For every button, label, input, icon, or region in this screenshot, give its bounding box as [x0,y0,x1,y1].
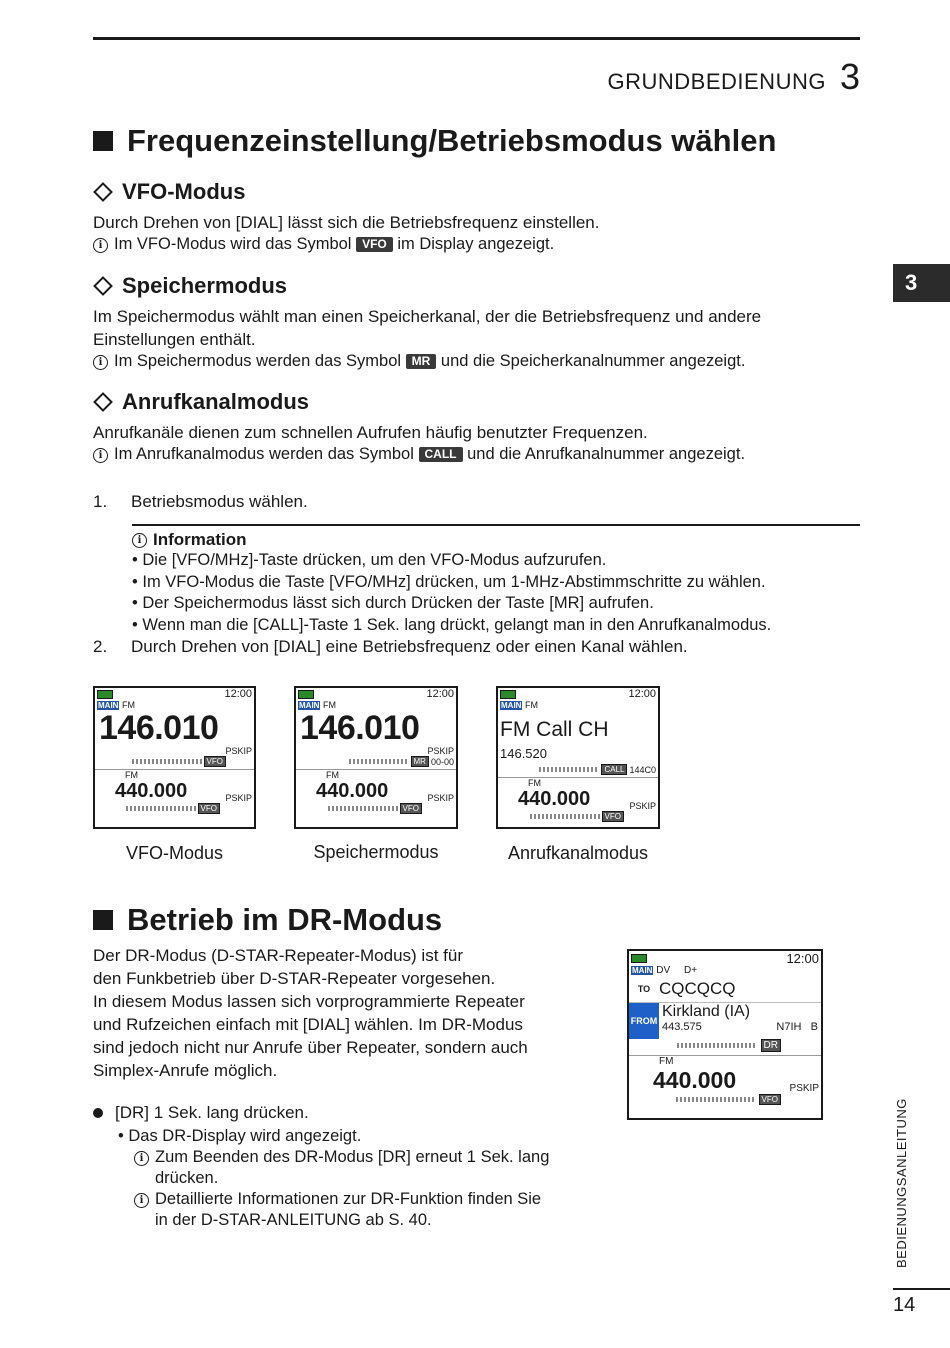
step-1-number: 1. [93,492,108,511]
section2-heading [93,902,442,938]
info-item: • Im VFO-Modus die Taste [VFO/MHz] drücken, um 1-MHz-Abstimmschritte zu wählen. [132,572,766,591]
lcd-dr-screen [627,949,823,1120]
main-badge: MAIN [632,966,653,975]
lcd-time: 12:00 [224,688,252,700]
section2-line: sind jedoch nicht nur Anrufe über Repeater, sondern auch [93,1038,528,1057]
section2-line: den Funkbetrieb über D-STAR-Repeater vorgesehen. [93,969,496,988]
dr-sub-block [118,1126,608,1231]
dr-bullet [93,1102,309,1124]
lcd-sub-pskip: PSKIP [789,1083,819,1094]
dr-note-2-line-1: Detaillierte Informationen zur DR-Funktion finden Sie [155,1190,542,1208]
lcd-to-callsign: CQCQCQ [659,979,736,998]
page-number: 14 [893,1294,916,1316]
lcd-time: 12:00 [786,950,819,966]
memory-text-2: Einstellungen enthält. [93,330,256,349]
page-rule [893,1288,950,1290]
s-meter [539,767,599,772]
to-label: TO [637,984,651,994]
info-icon: i [134,1193,149,1208]
lcd-from-row [629,1003,821,1039]
lcd-sub-pskip: PSKIP [629,801,656,811]
call-heading [93,389,863,415]
info-icon: i [132,533,147,548]
battery-icon [298,690,314,699]
lcd-time: 12:00 [628,688,656,700]
info-icon: i [93,448,108,463]
section1-title-wrap [93,123,776,159]
lcd-sub-pskip: PSKIP [427,793,454,803]
caption-memory: Speichermodus [313,842,439,862]
battery-icon [97,690,113,699]
s-meter [349,759,409,764]
lcd-sub-frequency: 440.000 [115,780,188,802]
sidebar-manual-label: BEDIENUNGSANLEITUNG [894,1098,909,1268]
section2-line: Simplex-Anrufe möglich. [93,1061,278,1080]
lcd-sub-vfo-badge: VFO [602,811,624,822]
lcd-vfo-badge: VFO [204,756,226,767]
memory-block [93,273,863,372]
lcd-status-bar [95,688,254,700]
s-meter [328,806,398,811]
lcd-meter-row [296,756,456,767]
memory-note-post: und die Speicherkanalnummer angezeigt. [440,352,746,370]
call-text: Anrufkanäle dienen zum schnellen Aufrufen häufig benutzter Frequenzen. [93,423,648,442]
lcd-sub-meter-row [95,803,254,814]
lcd-sub-frequency: 440.000 [653,1067,737,1093]
lcd-memory-screen [294,686,458,829]
vfo-note-post: im Display angezeigt. [397,235,555,253]
square-bullet-icon [93,131,113,151]
info-box [132,524,860,636]
lcd-from-info [659,1003,821,1039]
lcd-call-badge: CALL [601,764,627,775]
lcd-sub-frequency: 440.000 [518,788,591,810]
lcd-sub-mode: FM [95,769,254,780]
vfo-badge: VFO [356,237,393,252]
info-box-title: Information [153,530,247,549]
memory-heading [93,273,863,299]
lcd-frequency: 146.010 [300,709,420,747]
lcd-frequency: 146.010 [99,709,219,747]
lcd-pskip: PSKIP [225,746,252,756]
s-meter [677,1043,757,1048]
lcd-sub-vfo-badge: VFO [198,803,220,814]
chapter-tab: 3 [893,264,950,302]
lcd-mode-row [629,965,821,976]
call-note-pre: Im Anrufkanalmodus werden das Symbol [114,445,414,463]
lcd-sub-pskip: PSKIP [225,793,252,803]
diamond-icon [93,182,113,202]
vfo-text: Durch Drehen von [DIAL] lässt sich die Betriebsfrequenz einstellen. [93,213,600,232]
step-2 [93,637,688,657]
call-note [93,444,863,465]
lcd-sub-frequency: 440.000 [316,780,389,802]
section1-heading [93,123,776,159]
s-meter [126,806,196,811]
lcd-from-detail [662,1021,821,1033]
section2-line: In diesem Modus lassen sich vorprogrammierte Repeater [93,992,525,1011]
dr-note-1-line-2: drücken. [155,1169,219,1187]
diamond-icon [93,276,113,296]
step-2-text: Durch Drehen von [DIAL] eine Betriebsfrequenz oder einen Kanal wählen. [131,637,688,656]
top-rule [93,37,860,40]
bullet-dot-icon [93,1108,103,1118]
s-meter [530,814,600,819]
lcd-sub-row [498,788,658,811]
call-note-post: und die Anrufkanalnummer angezeigt. [467,445,746,463]
s-meter [676,1097,756,1102]
s-meter [132,759,202,764]
section2-line: und Rufzeichen einfach mit [DIAL] wählen. Im DR-Modus [93,1015,523,1034]
square-bullet-icon [93,910,113,930]
lcd-meter-row [498,764,658,775]
info-item: • Der Speichermodus lässt sich durch Drücken der Taste [MR] aufrufen. [132,594,654,612]
step-1 [93,492,308,512]
section1-title: Frequenzeinstellung/Betriebsmodus wählen [127,123,777,158]
call-heading-text: Anrufkanalmodus [122,389,310,414]
lcd-mode: DV [656,965,671,976]
vfo-heading [93,179,863,205]
dr-bullet-text: [DR] 1 Sek. lang drücken. [115,1103,309,1122]
lcd-mode: FM [121,700,135,710]
battery-icon [500,690,516,699]
vfo-heading-text: VFO-Modus [122,179,246,204]
info-box-heading [132,530,860,550]
main-badge: MAIN [299,701,320,710]
lcd-sub-mode: FM [629,1055,821,1067]
lcd-status-bar [629,951,821,965]
main-badge: MAIN [98,701,119,710]
caption-vfo: VFO-Modus [125,843,224,863]
lcd-sub-meter-row [498,811,658,822]
step-1-text: Betriebsmodus wählen. [131,492,308,511]
info-item: • Die [VFO/MHz]-Taste drücken, um den VFO-Modus aufzurufen. [132,551,607,569]
main-badge: MAIN [501,701,522,710]
chapter-number: 3 [839,56,860,97]
lcd-mode: FM [322,700,336,710]
dr-note-2-line-2: in der D-STAR-ANLEITUNG ab S. 40. [155,1211,432,1229]
call-block [93,389,863,465]
dr-note-1 [134,1147,608,1189]
lcd-from-name: Kirkland (IA) [662,1003,751,1020]
diamond-icon [93,392,113,412]
lcd-to-row [629,976,821,1003]
battery-icon [631,954,647,963]
memory-note [93,351,863,372]
info-icon: i [93,238,108,253]
lcd-mr-badge: MR [411,756,429,767]
dr-note-2 [134,1189,608,1231]
lcd-band: B [810,1021,818,1033]
memory-note-pre: Im Speichermodus werden das Symbol [114,352,402,370]
vfo-block [93,179,863,255]
lcd-pskip: PSKIP [427,746,454,756]
lcd-vfo-screen [93,686,256,829]
lcd-sub-vfo-badge: VFO [400,803,422,814]
info-icon: i [134,1151,149,1166]
step-2-number: 2. [93,637,108,656]
lcd-mode: FM [524,700,538,710]
lcd-dr-badge: DR [761,1039,781,1052]
lcd-sub-mode: FM [498,777,658,788]
from-label: FROM [629,1003,659,1039]
section2-title-wrap [93,902,442,938]
info-icon: i [93,355,108,370]
lcd-repeater-frequency: 443.575 [662,1021,702,1033]
call-badge: CALL [419,447,463,462]
section2-line: Der DR-Modus (D-STAR-Repeater-Modus) ist für [93,946,463,965]
lcd-sub-row [629,1067,821,1094]
info-item: • Wenn man die [CALL]-Taste 1 Sek. lang drückt, gelangt man in den Anrufkanalmodus. [132,615,772,634]
memory-text-1: Im Speichermodus wählt man einen Speicherkanal, der die Betriebsfrequenz und andere [93,307,762,326]
dr-sub-item: • Das DR-Display wird angezeigt. [118,1127,362,1145]
lcd-call-frequency: 146.520 [500,746,547,761]
lcd-time: 12:00 [426,688,454,700]
lcd-channel: 00-00 [430,756,454,767]
memory-heading-text: Speichermodus [122,273,288,298]
section2-title: Betrieb im DR-Modus [127,902,443,937]
mr-badge: MR [406,354,437,369]
lcd-status-bar [498,688,658,700]
lcd-dplus: D+ [684,965,698,976]
chapter-title: GRUNDBEDIENUNG [607,69,826,94]
lcd-sub-meter-row [629,1094,821,1105]
lcd-sub-meter-row [296,803,456,814]
lcd-sub-mode: FM [296,769,456,780]
lcd-meter-row [95,756,254,767]
lcd-channel: 144C0 [629,764,656,775]
lcd-sub-row [95,780,254,803]
lcd-callsign: N7IH [776,1021,802,1033]
vfo-note [93,234,863,255]
lcd-channel-name: FM Call CH [500,718,609,741]
lcd-status-bar [296,688,456,700]
lcd-sub-row [296,780,456,803]
lcd-meter-row [629,1039,821,1052]
lcd-sub-vfo-badge: VFO [759,1094,781,1105]
dr-note-1-line-1: Zum Beenden des DR-Modus [DR] erneut 1 Sek. lang [155,1148,550,1166]
section2-body [93,944,603,1082]
chapter-header [608,56,861,98]
lcd-mode-row [498,700,658,710]
lcd-call-screen [496,686,660,829]
vfo-note-pre: Im VFO-Modus wird das Symbol [114,235,352,253]
caption-call: Anrufkanalmodus [507,843,649,863]
